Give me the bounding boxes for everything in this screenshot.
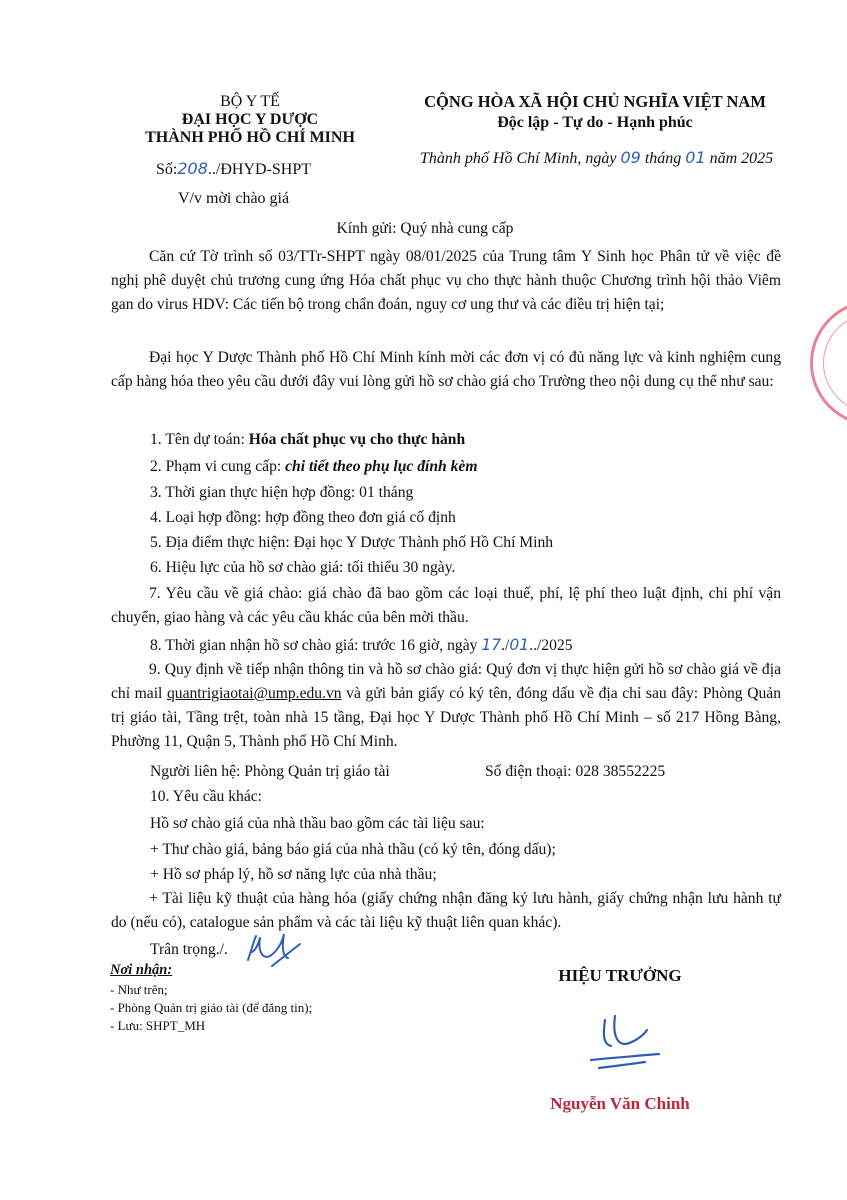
recipients-title: Nơi nhận:	[110, 962, 173, 978]
documents-bullet-technical: + Tài liệu kỹ thuật của hàng hóa (giấy chứng nhận đăng ký lưu hành, giấy chứng nhận lưu hành tự do (nếu có), catalogue sản phẩm và các tài liệu kỹ thuật liên quan khác).	[111, 890, 781, 931]
submission-email-link[interactable]: quantrigiaotai@ump.edu.vn	[166, 685, 342, 702]
item-submission-rules: 9. Quy định về tiếp nhận thông tin và hồ sơ chào giá: Quý đơn vị thực hiện gửi hồ sơ chào giá về địa chỉ mail quantrigiaotai@ump.edu.vn và gửi bản giấy có ký tên, đóng dấu về địa chỉ sau đây: Phòng Quản trị giáo tài, Tầng trệt, toàn nhà 15 tầng, Đại học Y Dược Thành phố Hồ Chí Minh – số 217 Hồng Bàng, Phường 11, Quận 5, Thành phố Hồ Chí Minh.	[111, 661, 781, 750]
item-supply-scope: 2. Phạm vi cung cấp: chi tiết theo phụ lục đính kèm	[150, 458, 478, 475]
national-motto: Độc lập - Tự do - Hạnh phúc	[497, 114, 693, 131]
item-price-requirement: 7. Yêu cầu về giá chào: giá chào đã bao gồm các loại thuế, phí, lệ phí theo luật định, chi phí vận chuyển, giao hàng và các yêu cầu khác của bên mời thầu.	[111, 585, 781, 626]
signatory-role: HIỆU TRƯỞNG	[558, 966, 682, 985]
document-subject: V/v mời chào giá	[178, 190, 290, 207]
document-number: Số:208../ĐHYD-SHPT	[156, 159, 312, 178]
nation-title: CỘNG HÒA XÃ HỘI CHỦ NGHĨA VIỆT NAM	[424, 92, 766, 111]
recipient-item: - Phòng Quản trị giáo tài (để đăng tin);	[110, 1000, 313, 1015]
initial-signature-mark	[242, 930, 304, 972]
documents-intro: Hồ sơ chào giá của nhà thầu bao gồm các tài liệu sau:	[150, 815, 485, 832]
document-number-handwritten: 208	[177, 159, 208, 178]
item-contract-type: 4. Loại hợp đồng: hợp đồng theo đơn giá cố định	[150, 509, 456, 526]
item-estimate-name: 1. Tên dự toán: Hóa chất phục vụ cho thực hành	[150, 431, 466, 448]
ministry-name: BỘ Y TẾ	[220, 93, 280, 110]
documents-bullet-legal: + Hồ sơ pháp lý, hồ sơ năng lực của nhà thầu;	[150, 866, 437, 883]
item-validity: 6. Hiệu lực của hồ sơ chào giá: tối thiểu 30 ngày.	[150, 559, 456, 576]
greeting: Kính gửi: Quý nhà cung cấp	[336, 220, 514, 237]
documents-bullet-quotation: + Thư chào giá, bảng báo giá của nhà thầu (có ký tên, đóng dấu);	[150, 841, 556, 858]
contact-phone: Số điện thoại: 028 38552225	[485, 763, 666, 780]
recipient-item: - Như trên;	[110, 982, 168, 997]
legal-basis-paragraph: Căn cứ Tờ trình số 03/TTr-SHPT ngày 08/01/2025 của Trung tâm Y Sinh học Phân tử về việc đề nghị phê duyệt chủ trương cung ứng Hóa chất phục vụ cho thực hành thuộc Chương trình hội thảo Viêm gan do virus HDV: Các tiến bộ trong chẩn đoán, nguy cơ ung thư và các điều trị hiện tại;	[111, 248, 781, 313]
university-name-line1: ĐẠI HỌC Y DƯỢC	[181, 111, 319, 128]
item-location: 5. Địa điểm thực hiện: Đại học Y Dược Thành phố Hồ Chí Minh	[150, 534, 554, 551]
signatory-name: Nguyễn Văn Chinh	[550, 1094, 690, 1113]
invitation-paragraph: Đại học Y Dược Thành phố Hồ Chí Minh kính mời các đơn vị có đủ năng lực và kinh nghiệm cung cấp hàng hóa theo yêu cầu dưới đây vui lòng gửi hồ sơ chào giá cho Trường theo nội dung cụ thể như sau:	[111, 349, 781, 390]
official-seal-stamp	[810, 300, 847, 426]
closing-salutation: Trân trọng./.	[150, 941, 228, 958]
recipient-item: - Lưu: SHPT_MH	[110, 1018, 206, 1033]
item-contract-duration: 3. Thời gian thực hiện hợp đồng: 01 tháng	[150, 484, 414, 501]
contact-person: Người liên hệ: Phòng Quản trị giáo tài	[150, 763, 390, 780]
principal-signature	[585, 1010, 665, 1080]
item-other-requirements: 10. Yêu cầu khác:	[150, 788, 262, 805]
item-deadline: 8. Thời gian nhận hồ sơ chào giá: trước 16 giờ, ngày 17./01../2025	[150, 636, 573, 654]
issue-month-handwritten: 01	[685, 148, 706, 167]
university-name-line2: THÀNH PHỐ HỒ CHÍ MINH	[145, 129, 355, 146]
issue-day-handwritten: 09	[620, 148, 641, 167]
issue-date: Thành phố Hồ Chí Minh, ngày 09 tháng 01 năm 2025	[420, 148, 774, 167]
